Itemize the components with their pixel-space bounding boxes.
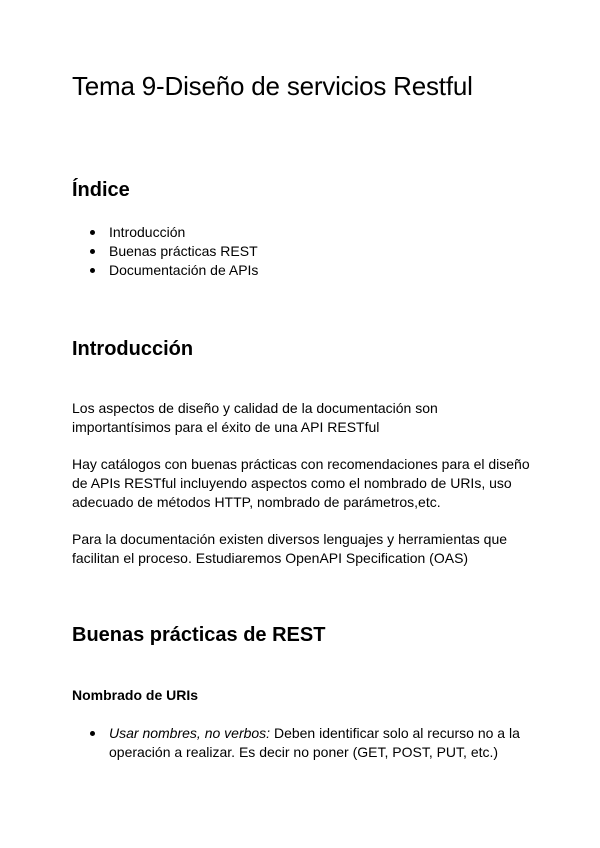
index-list-item	[72, 242, 258, 261]
intro-paragraph: Hay catálogos con buenas prácticas con recomendaciones para el diseño de APIs RESTful incluyendo aspectos como el nombrado de URIs, uso adecuado de métodos HTTP, nombrado de parámetros,etc.	[72, 456, 530, 510]
index-heading: Índice	[72, 179, 130, 201]
bullet-icon	[90, 731, 95, 736]
index-item-label: Documentación de APIs	[109, 262, 259, 278]
index-list-item	[72, 223, 258, 242]
index-list-item	[72, 261, 258, 280]
rule-text: Deben identificar solo al recurso no a la operación a realizar. Es decir no poner (GET, POST, PUT, etc.)	[109, 725, 520, 760]
index-list	[72, 223, 258, 280]
document-title: Tema 9-Diseño de servicios Restful	[72, 71, 473, 101]
best-practices-heading: Buenas prácticas de REST	[72, 624, 326, 646]
rule-emphasis: Usar nombres, no verbos:	[109, 725, 271, 741]
intro-paragraph: Los aspectos de diseño y calidad de la documentación son importantísimos para el éxito de una API RESTful	[72, 400, 438, 435]
bullet-icon	[90, 249, 95, 254]
best-practices-list	[72, 724, 529, 762]
index-item-label: Introducción	[109, 224, 186, 240]
bullet-icon	[90, 230, 95, 235]
intro-paragraph: Para la documentación existen diversos lenguajes y herramientas que facilitan el proceso. Estudiaremos OpenAPI Specification (OAS)	[72, 531, 508, 566]
bullet-icon	[90, 268, 95, 273]
intro-heading: Introducción	[72, 338, 194, 360]
uri-naming-subheading: Nombrado de URIs	[72, 687, 199, 703]
best-practices-list-item	[72, 724, 529, 762]
index-item-label: Buenas prácticas REST	[109, 243, 258, 259]
